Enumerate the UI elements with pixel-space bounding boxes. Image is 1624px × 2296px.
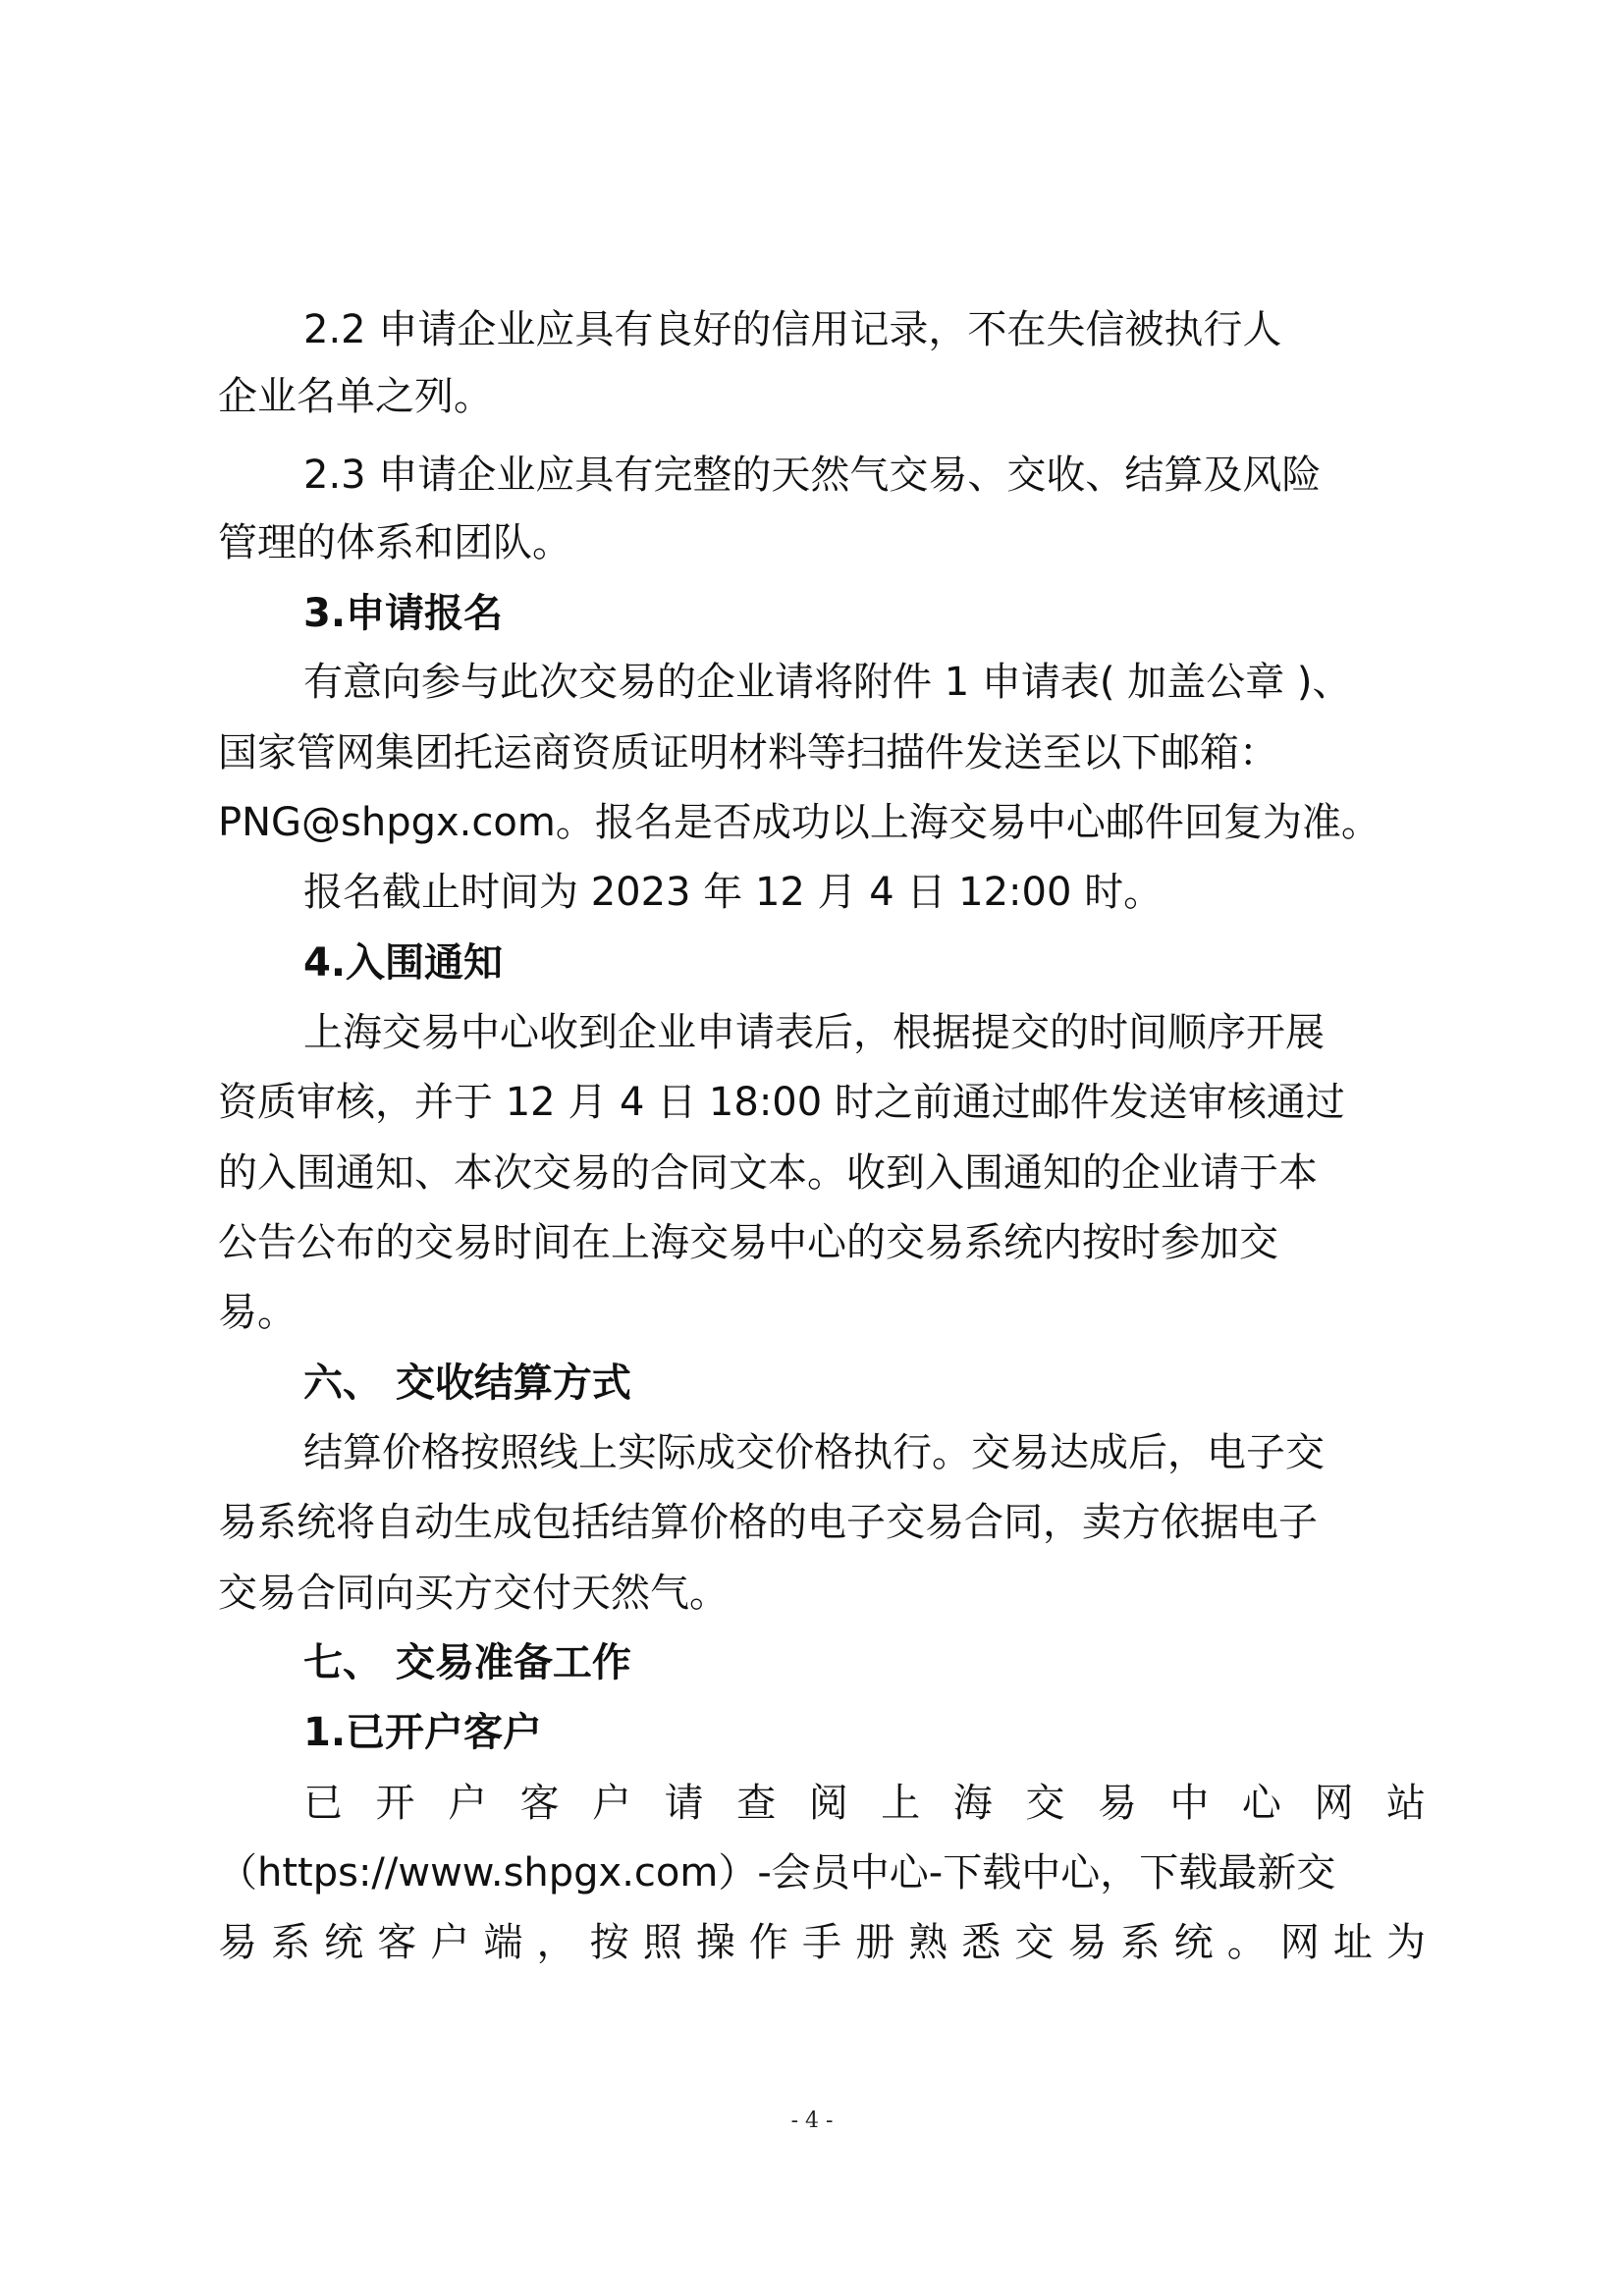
paragraph-line: 有意向参与此次交易的企业请将附件 1 申请表( 加盖公章 )、 — [303, 660, 1352, 705]
paragraph-line: （https://www.shpgx.com）-会员中心-下载中心，下载最新交 — [218, 1850, 1336, 1896]
paragraph-line: 易系统客户端，按照操作手册熟悉交易系统。网址为 — [218, 1920, 1426, 1965]
page-number: - 4 - — [790, 2109, 834, 2133]
paragraph-line: 结算价格按照线上实际成交价格执行。交易达成后，电子交 — [303, 1430, 1325, 1475]
paragraph-line: 易。 — [218, 1290, 297, 1335]
paragraph-line: 管理的体系和团队。 — [218, 520, 571, 565]
section-heading: 六、 交收结算方式 — [303, 1361, 631, 1406]
section-heading: 1.已开户客户 — [303, 1710, 543, 1755]
paragraph-line: 的入围通知、本次交易的合同文本。收到入围通知的企业请于本 — [218, 1150, 1318, 1196]
section-heading: 3.申请报名 — [303, 591, 504, 636]
paragraph-line: 已开户客户请查阅上海交易中心网站 — [303, 1781, 1426, 1826]
paragraph-line: 交易合同向买方交付天然气。 — [218, 1571, 729, 1616]
paragraph-line: 报名截止时间为 2023 年 12 月 4 日 12:00 时。 — [303, 870, 1164, 915]
paragraph-line: 公告公布的交易时间在上海交易中心的交易系统内按时参加交 — [218, 1220, 1278, 1265]
paragraph-line: 2.3 申请企业应具有完整的天然气交易、交收、结算及风险 — [303, 453, 1322, 498]
paragraph-line: 国家管网集团托运商资质证明材料等扫描件发送至以下邮箱： — [218, 730, 1278, 775]
paragraph-line: 2.2 申请企业应具有良好的信用记录，不在失信被执行人 — [303, 307, 1282, 352]
section-heading: 4.入围通知 — [303, 940, 504, 986]
paragraph-line: PNG@shpgx.com。报名是否成功以上海交易中心邮件回复为准。 — [218, 800, 1380, 845]
paragraph-line: 企业名单之列。 — [218, 374, 493, 419]
paragraph-line: 资质审核，并于 12 月 4 日 18:00 时之前通过邮件发送审核通过 — [218, 1080, 1345, 1125]
paragraph-line: 上海交易中心收到企业申请表后，根据提交的时间顺序开展 — [303, 1010, 1325, 1055]
section-heading: 七、 交易准备工作 — [303, 1640, 631, 1685]
paragraph-line: 易系统将自动生成包括结算价格的电子交易合同，卖方依据电子 — [218, 1500, 1318, 1545]
